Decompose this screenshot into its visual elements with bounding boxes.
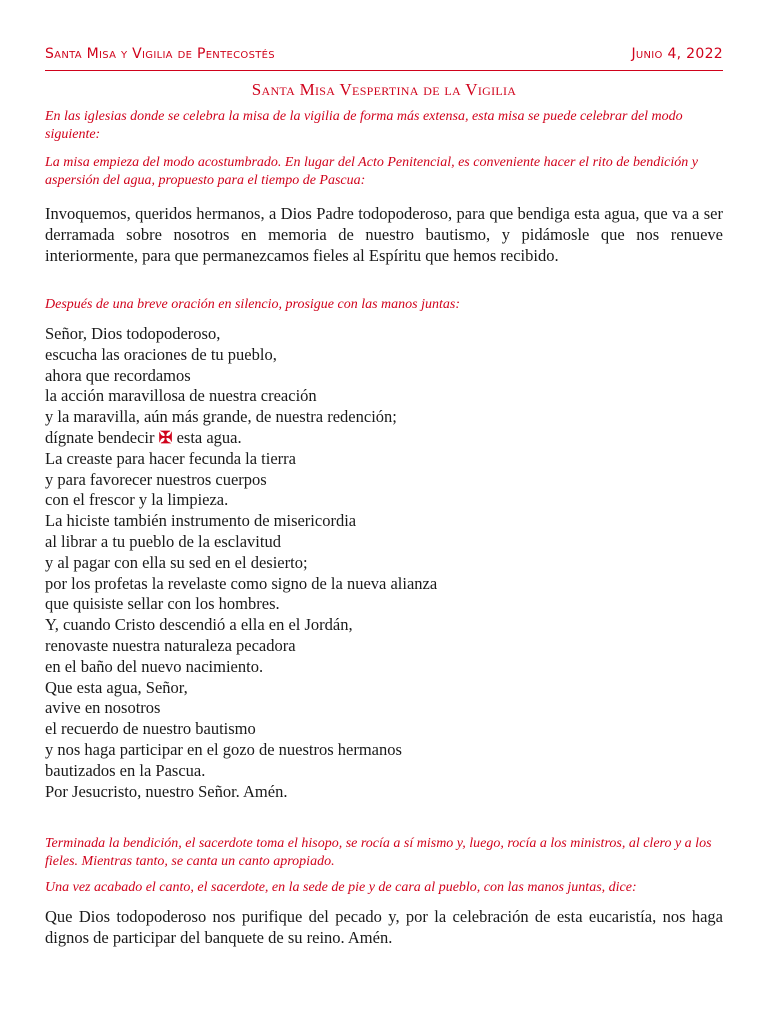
prayer-line: que quisiste sellar con los hombres. <box>45 594 280 614</box>
prayer-line-head: dígnate bendecir <box>45 427 155 447</box>
cross-icon: ✠ <box>158 427 173 447</box>
section-title: Santa Misa Vespertina de la Vigilia <box>251 80 517 99</box>
blessing-prayer <box>45 324 723 802</box>
header-divider <box>45 70 723 71</box>
rubric-sprinkling: Terminada la bendición, el sacerdote toma el hisopo, se rocía a sí mismo y, luego, rocía a los ministros, al clero y a los fieles. Mientras tanto, se canta un canto apropiado. <box>45 836 712 869</box>
prayer-line: y al pagar con ella su sed en el desierto; <box>45 552 308 572</box>
rubric-after-song: Una vez acabado el canto, el sacerdote, en la sede de pie y de cara al pueblo, con las manos juntas, dice: <box>45 880 637 895</box>
prayer-line: y para favorecer nuestros cuerpos <box>45 469 267 489</box>
prayer-line-blessing <box>45 428 723 449</box>
rubric-silence: Después de una breve oración en silencio, prosigue con las manos juntas: <box>45 297 461 312</box>
prayer-line: el recuerdo de nuestro bautismo <box>45 719 256 739</box>
prayer-line: con el frescor y la limpieza. <box>45 490 229 510</box>
running-header <box>45 46 723 66</box>
prayer-line: La hiciste también instrumento de misericordia <box>45 511 357 531</box>
rubric-intro: En las iglesias donde se celebra la misa de la vigilia de forma más extensa, esta misa se puede celebrar del modo siguiente: <box>45 109 683 142</box>
prayer-line: Por Jesucristo, nuestro Señor. Amén. <box>45 781 288 801</box>
prayer-line: Señor, Dios todopoderoso, <box>45 324 221 343</box>
prayer-line: renovaste nuestra naturaleza pecadora <box>45 635 296 655</box>
header-date: Junio 4, 2022 <box>631 46 723 62</box>
prayer-line: en el baño del nuevo nacimiento. <box>45 656 264 676</box>
header-title: Santa Misa y Vigilia de Pentecostés <box>45 46 275 62</box>
prayer-line: La creaste para hacer fecunda la tierra <box>45 448 296 468</box>
invitation-text: Invoquemos, queridos hermanos, a Dios Padre todopoderoso, para que bendiga esta agua, que va a ser derramada sobre nosotros en memoria de nuestro bautismo, y pidámosle que nos renueve interiormente, para que permanezcamos fieles al Espíritu que hemos recibido. <box>45 204 723 265</box>
prayer-line: Y, cuando Cristo descendió a ella en el Jordán, <box>45 615 353 635</box>
prayer-line: y nos haga participar en el gozo de nuestros hermanos <box>45 739 402 759</box>
prayer-line: escucha las oraciones de tu pueblo, <box>45 344 277 364</box>
prayer-line: y la maravilla, aún más grande, de nuestra redención; <box>45 407 397 427</box>
prayer-line: por los profetas la revelaste como signo de la nueva alianza <box>45 573 438 593</box>
prayer-line: avive en nosotros <box>45 698 161 718</box>
prayer-line: la acción maravillosa de nuestra creación <box>45 386 317 406</box>
rubric-start: La misa empieza del modo acostumbrado. En lugar del Acto Penitencial, es conveniente hacer el rito de bendición y aspersión del agua, propuesto para el tiempo de Pascua: <box>45 155 698 188</box>
prayer-line: bautizados en la Pascua. <box>45 760 206 780</box>
closing-text: Que Dios todopoderoso nos purifique del pecado y, por la celebración de esta eucaristía, nos haga dignos de participar del banquete de su reino. Amén. <box>45 907 723 947</box>
prayer-line: Que esta agua, Señor, <box>45 677 188 697</box>
prayer-line-tail: esta agua. <box>176 427 242 447</box>
prayer-line: al librar a tu pueblo de la esclavitud <box>45 531 281 551</box>
prayer-line: ahora que recordamos <box>45 365 191 385</box>
